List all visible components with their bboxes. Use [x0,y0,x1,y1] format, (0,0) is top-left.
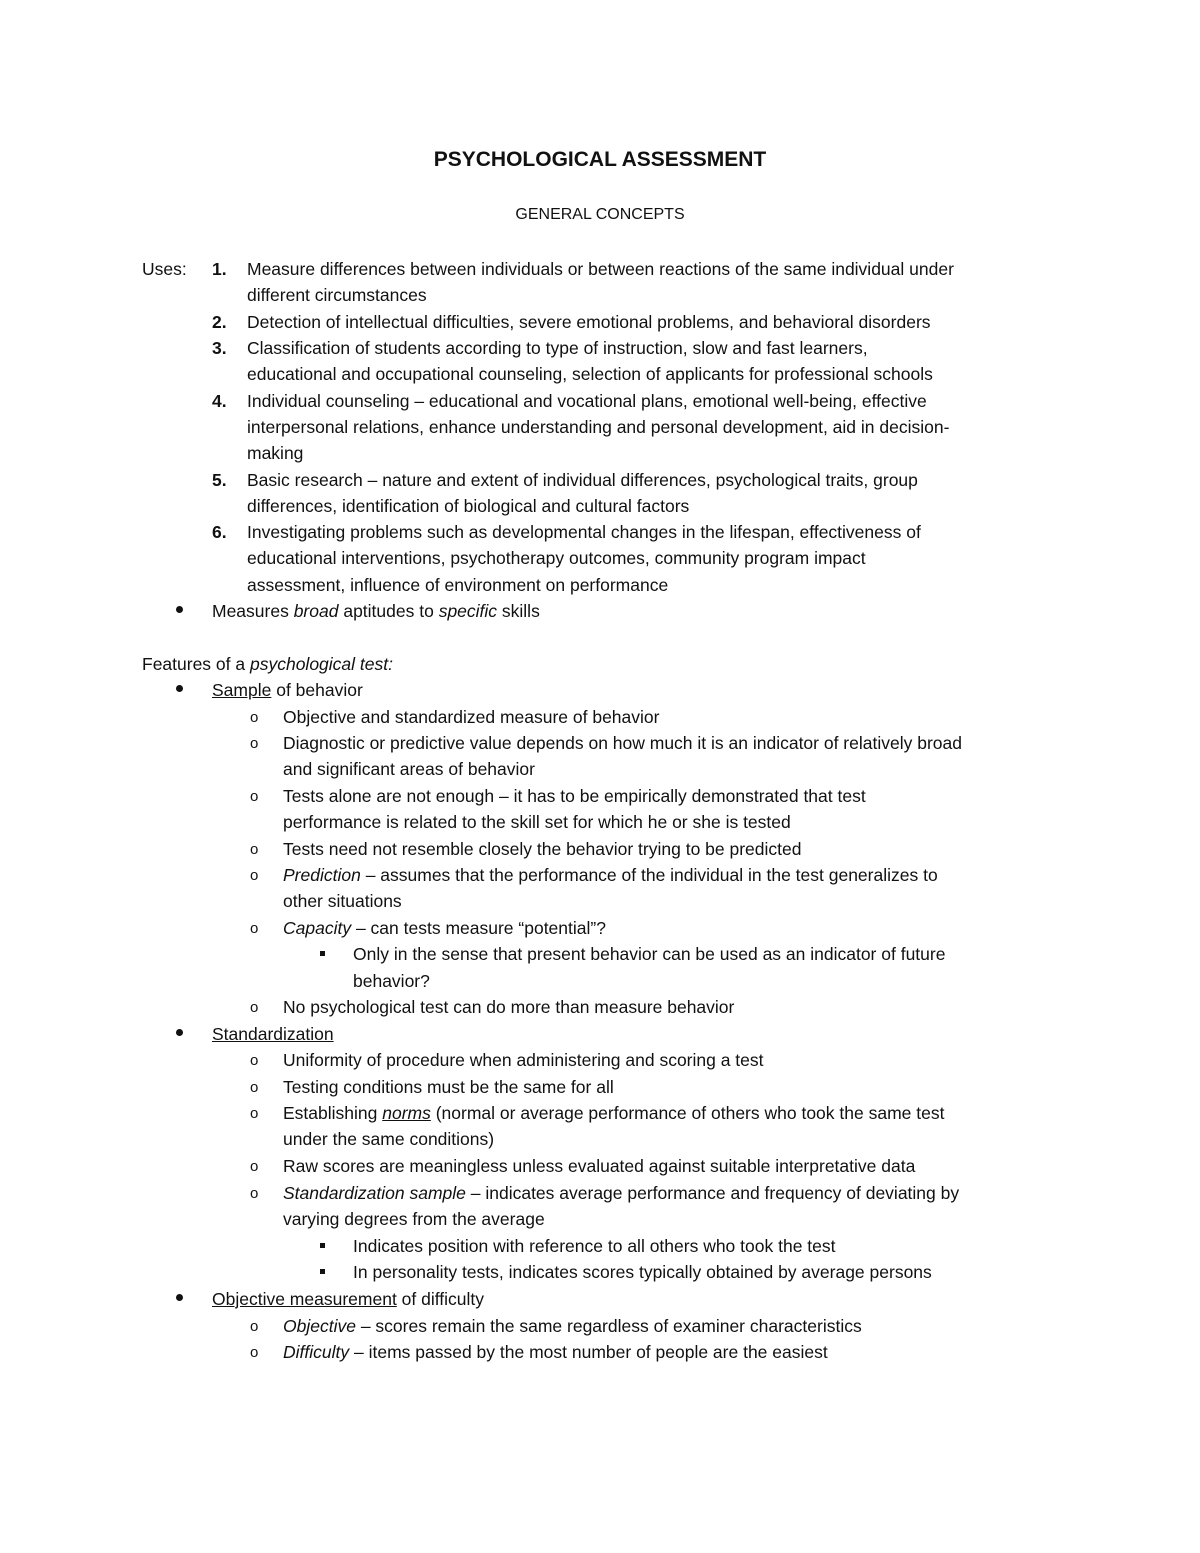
sub-item-text: under the same conditions) [283,1129,495,1149]
list-number: 4. [212,391,227,411]
list-number: 6. [212,522,227,542]
circle-bullet-icon: o [250,735,259,752]
sub-sub-item-text: In personality tests, indicates scores typically obtained by average persons [353,1262,932,1282]
square-bullet-icon [320,1269,325,1274]
list-item-text: differences, identification of biological and cultural factors [247,496,690,516]
sub-item-text: Tests need not resemble closely the behavior trying to be predicted [283,839,802,859]
circle-bullet-icon: o [250,1079,259,1096]
sub-item-text: other situations [283,891,402,911]
bullet-icon [176,685,183,692]
sub-item-text: Objective – scores remain the same regardless of examiner characteristics [283,1316,862,1336]
page-title: PSYCHOLOGICAL ASSESSMENT [433,148,767,171]
sub-item-text: Standardization sample – indicates average performance and frequency of deviating by [283,1183,960,1203]
circle-bullet-icon: o [250,1185,259,1202]
section-title: GENERAL CONCEPTS [515,206,685,223]
circle-bullet-icon: o [250,1158,259,1175]
list-item-text: Basic research – nature and extent of individual differences, psychological traits, group [247,470,918,490]
sub-item-text: Establishing norms (normal or average performance of others who took the same test [283,1103,945,1123]
standardization-heading: Standardization [212,1024,334,1044]
circle-bullet-icon: o [250,1052,259,1069]
measures-line: Measures broad aptitudes to specific skills [212,601,540,621]
list-item-text: Individual counseling – educational and vocational plans, emotional well-being, effective [247,391,927,411]
square-bullet-icon [320,1243,325,1248]
uses-label: Uses: [142,259,187,279]
list-item-text: Classification of students according to type of instruction, slow and fast learners, [247,338,868,358]
sub-item-text: Testing conditions must be the same for all [283,1077,614,1097]
sub-item-text: Raw scores are meaningless unless evaluated against suitable interpretative data [283,1156,916,1176]
sub-item-text: Objective and standardized measure of behavior [283,707,660,727]
features-heading: Features of a psychological test: [142,654,393,674]
list-item-text: Detection of intellectual difficulties, severe emotional problems, and behavioral disorders [247,312,931,332]
square-bullet-icon [320,951,325,956]
sub-item-text: Capacity – can tests measure “potential”? [283,918,606,938]
list-item-text: Investigating problems such as developmental changes in the lifespan, effectiveness of [247,522,921,542]
list-item-text: making [247,443,304,463]
bullet-icon [176,1029,183,1036]
list-item-text: different circumstances [247,285,427,305]
sample-heading: Sample of behavior [212,680,363,700]
circle-bullet-icon: o [250,999,259,1016]
sub-item-text: No psychological test can do more than measure behavior [283,997,735,1017]
list-item-text: Measure differences between individuals or between reactions of the same individual under [247,259,954,279]
sub-item-text: Diagnostic or predictive value depends on how much it is an indicator of relatively broad [283,733,962,753]
sub-item-text: varying degrees from the average [283,1209,545,1229]
list-number: 1. [212,259,227,279]
circle-bullet-icon: o [250,1105,259,1122]
list-number: 2. [212,312,227,332]
circle-bullet-icon: o [250,788,259,805]
sub-item-text: Prediction – assumes that the performance of the individual in the test generalizes to [283,865,938,885]
list-item-text: educational interventions, psychotherapy outcomes, community program impact [247,548,866,568]
circle-bullet-icon: o [250,867,259,884]
sub-item-text: Uniformity of procedure when administering and scoring a test [283,1050,764,1070]
circle-bullet-icon: o [250,709,259,726]
sub-sub-item-text: behavior? [353,971,430,991]
sub-sub-item-text: Indicates position with reference to all others who took the test [353,1236,836,1256]
circle-bullet-icon: o [250,1344,259,1361]
sub-item-text: Difficulty – items passed by the most number of people are the easiest [283,1342,828,1362]
bullet-icon [176,1294,183,1301]
list-number: 3. [212,338,227,358]
bullet-icon [176,606,183,613]
list-item-text: educational and occupational counseling, selection of applicants for professional schools [247,364,933,384]
sub-item-text: and significant areas of behavior [283,759,535,779]
sub-item-text: Tests alone are not enough – it has to be empirically demonstrated that test [283,786,866,806]
objective-heading: Objective measurement of difficulty [212,1289,485,1309]
circle-bullet-icon: o [250,920,259,937]
list-number: 5. [212,470,227,490]
list-item-text: interpersonal relations, enhance understanding and personal development, aid in decision- [247,417,950,437]
circle-bullet-icon: o [250,1318,259,1335]
sub-sub-item-text: Only in the sense that present behavior can be used as an indicator of future [353,944,946,964]
sub-item-text: performance is related to the skill set for which he or she is tested [283,812,791,832]
list-item-text: assessment, influence of environment on performance [247,575,669,595]
circle-bullet-icon: o [250,841,259,858]
